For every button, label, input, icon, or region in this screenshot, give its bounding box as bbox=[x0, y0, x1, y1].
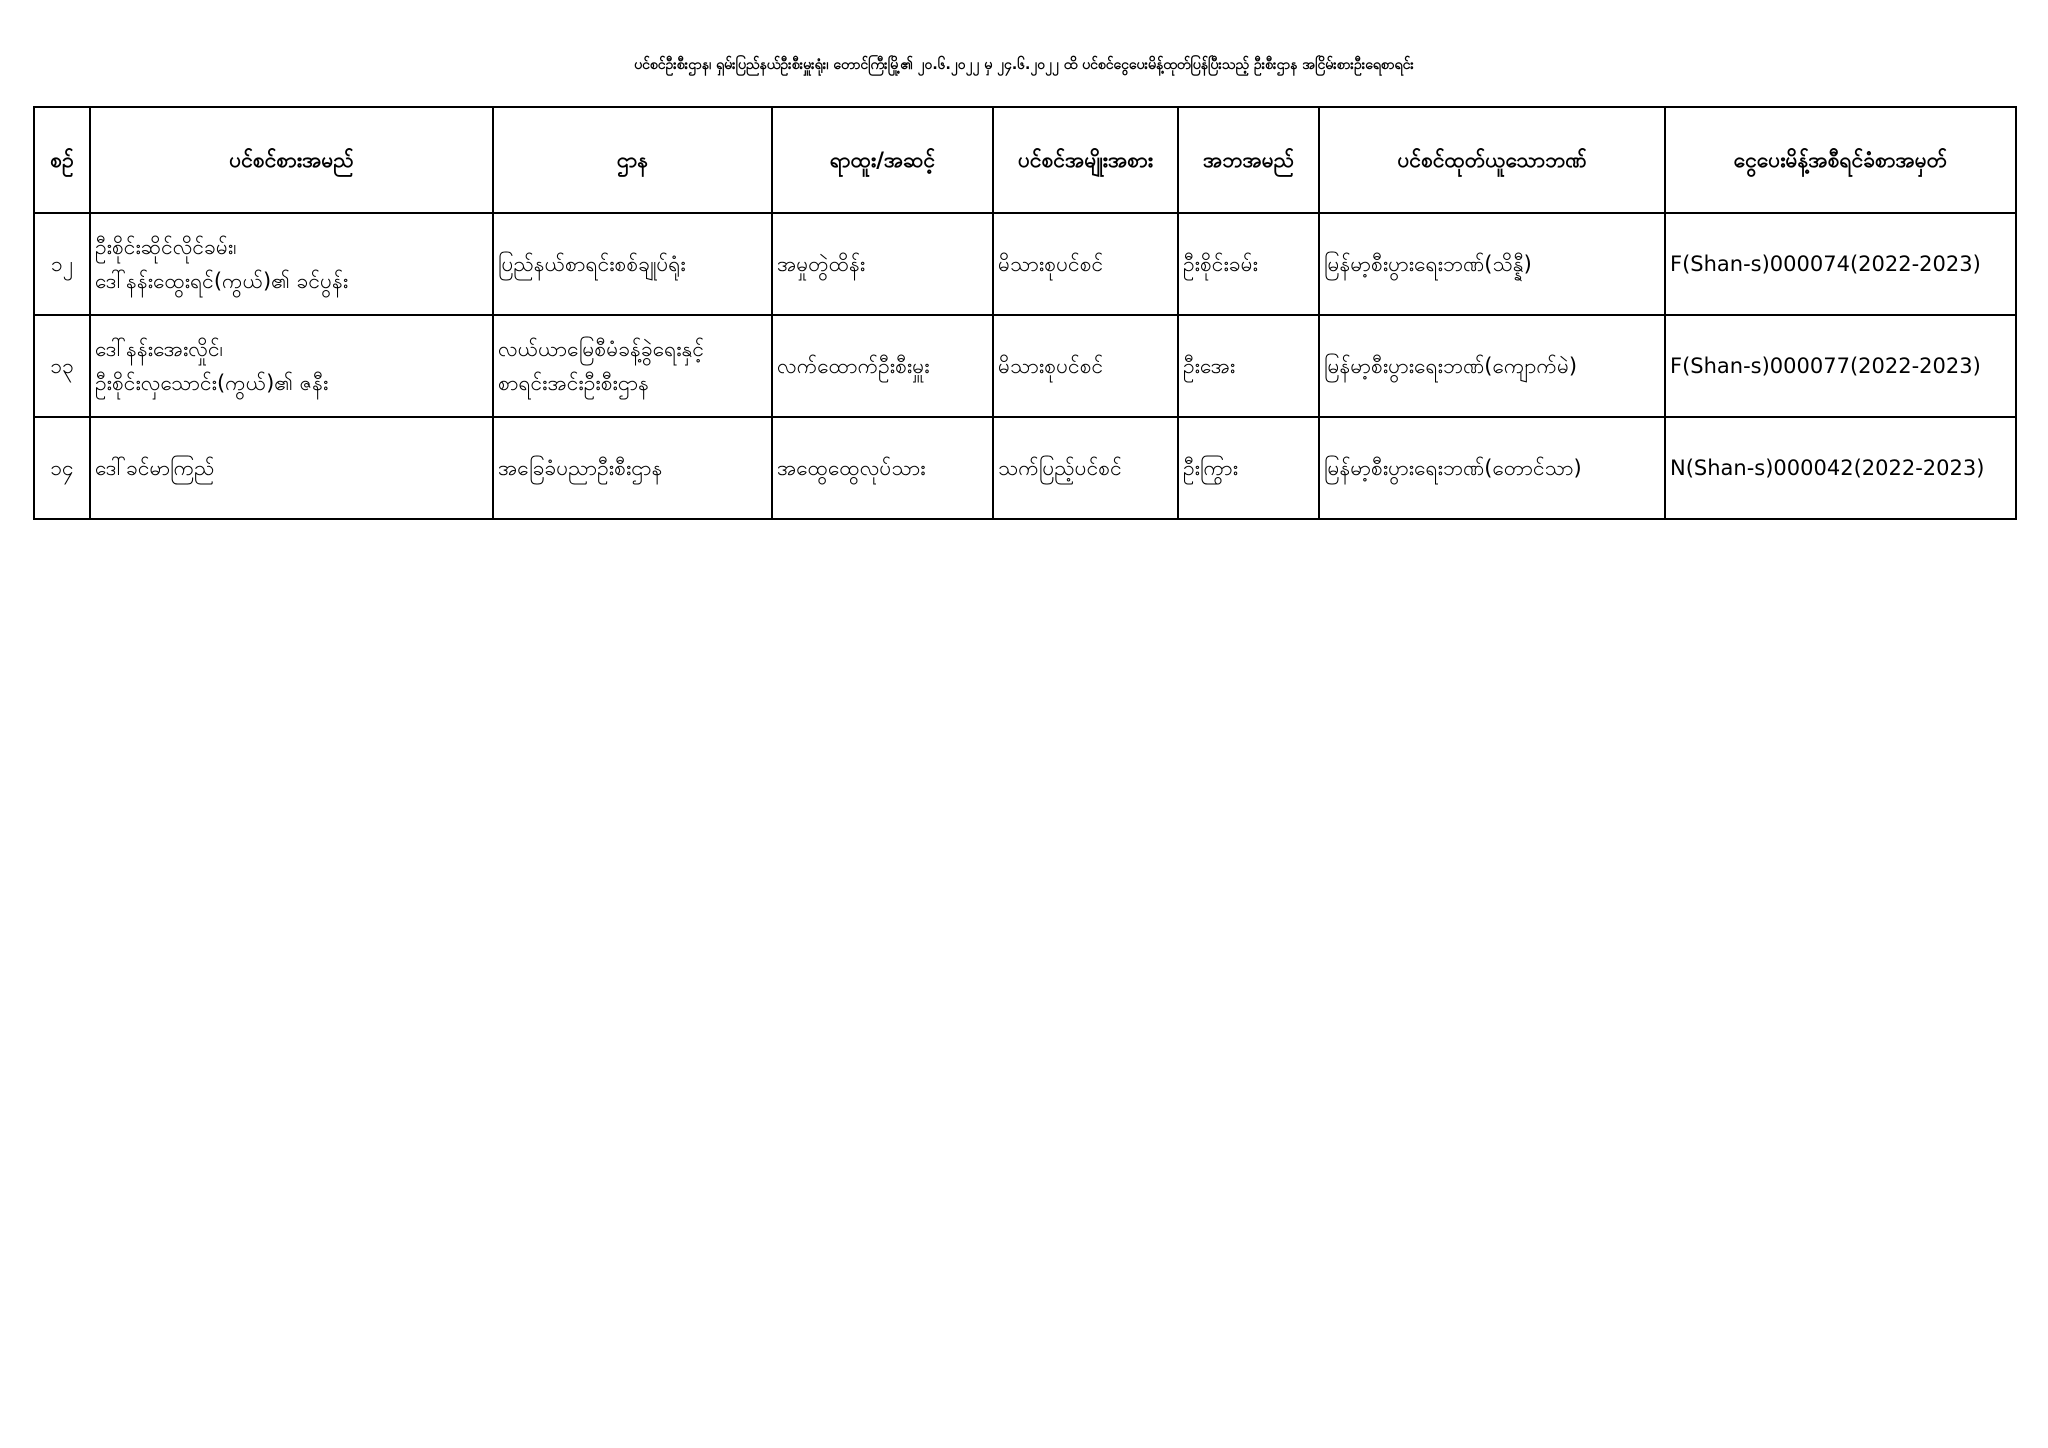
header-bank: ပင်စင်ထုတ်ယူသောဘဏ် bbox=[1319, 107, 1665, 213]
header-rank: ရာထူး/အဆင့် bbox=[772, 107, 993, 213]
row-name bbox=[90, 213, 493, 315]
row-department bbox=[493, 417, 772, 519]
row-no: ၁၃ bbox=[34, 315, 90, 417]
row-no: ၁၂ bbox=[34, 213, 90, 315]
table-row bbox=[34, 213, 2016, 315]
row-name bbox=[90, 417, 493, 519]
header-order-number: ငွေပေးမိန့်အစီရင်ခံစာအမှတ် bbox=[1665, 107, 2016, 213]
row-rank: အမှုတွဲထိန်း bbox=[772, 213, 993, 315]
row-bank: မြန်မာ့စီးပွားရေးဘဏ်(သိန္နီ) bbox=[1319, 213, 1665, 315]
header-row bbox=[34, 107, 2016, 213]
row-bank: မြန်မာ့စီးပွားရေးဘဏ်(တောင်သာ) bbox=[1319, 417, 1665, 519]
header-name: ပင်စင်စားအမည် bbox=[90, 107, 493, 213]
row-order-number: N(Shan-s)000042(2022-2023) bbox=[1665, 417, 2016, 519]
row-department-line: ပြည်နယ်စာရင်းစစ်ချုပ်ရုံး bbox=[498, 252, 686, 276]
row-department bbox=[493, 315, 772, 417]
table-row bbox=[34, 315, 2016, 417]
row-department bbox=[493, 213, 772, 315]
row-father-name: ဦးစိုင်းခမ်း bbox=[1178, 213, 1319, 315]
header-father-name: အဘအမည် bbox=[1178, 107, 1319, 213]
row-name-line: ဦးစိုင်းဆိုင်လိုင်ခမ်း၊ bbox=[95, 235, 237, 259]
header-department: ဌာန bbox=[493, 107, 772, 213]
row-father-name: ဦးအေး bbox=[1178, 315, 1319, 417]
row-rank: လက်ထောက်ဦးစီးမှူး bbox=[772, 315, 993, 417]
row-name-line: ဒေါ်နန်းထွေးရင်(ကွယ်)၏ ခင်ပွန်း bbox=[95, 269, 349, 293]
row-name-line: ဒေါ်ခင်မာကြည် bbox=[95, 456, 215, 480]
row-name bbox=[90, 315, 493, 417]
row-order-number: F(Shan-s)000077(2022-2023) bbox=[1665, 315, 2016, 417]
row-pension-type: သက်ပြည့်ပင်စင် bbox=[993, 417, 1178, 519]
row-pension-type: မိသားစုပင်စင် bbox=[993, 315, 1178, 417]
row-name-line: ဦးစိုင်းလှသောင်း(ကွယ်)၏ ဇနီး bbox=[95, 371, 329, 395]
row-department-line: စာရင်းအင်းဦးစီးဌာန bbox=[498, 371, 650, 395]
row-order-number: F(Shan-s)000074(2022-2023) bbox=[1665, 213, 2016, 315]
row-bank: မြန်မာ့စီးပွားရေးဘဏ်(ကျောက်မဲ) bbox=[1319, 315, 1665, 417]
page-title: ပင်စင်ဦးစီးဌာန၊ ရှမ်းပြည်နယ်ဦးစီးမှူးရုံး၊ တောင်ကြီးမြို့၏ ၂၀.၆.၂၀၂၂ မှ ၂၄.၆.၂၀၂၂ ထိ ပင်စင်ငွေပေးမိန့်ထုတ်ပြန်ပြီးသည့် ဦးစီးဌာန အငြိမ်းစားဦးရေစာရင်း bbox=[634, 57, 1414, 73]
pension-register-table bbox=[33, 106, 2017, 520]
row-department-line: အခြေခံပညာဦးစီးဌာန bbox=[498, 456, 663, 480]
table-row bbox=[34, 417, 2016, 519]
row-rank: အထွေထွေလုပ်သား bbox=[772, 417, 993, 519]
row-father-name: ဦးကြွား bbox=[1178, 417, 1319, 519]
row-department-line: လယ်ယာမြေစီမံခန့်ခွဲရေးနှင့် bbox=[498, 337, 705, 361]
header-pension-type: ပင်စင်အမျိုးအစား bbox=[993, 107, 1178, 213]
row-no: ၁၄ bbox=[34, 417, 90, 519]
row-name-line: ဒေါ်နန်းအေးလှိုင်၊ bbox=[95, 337, 223, 361]
header-no: စဉ် bbox=[34, 107, 90, 213]
row-pension-type: မိသားစုပင်စင် bbox=[993, 213, 1178, 315]
